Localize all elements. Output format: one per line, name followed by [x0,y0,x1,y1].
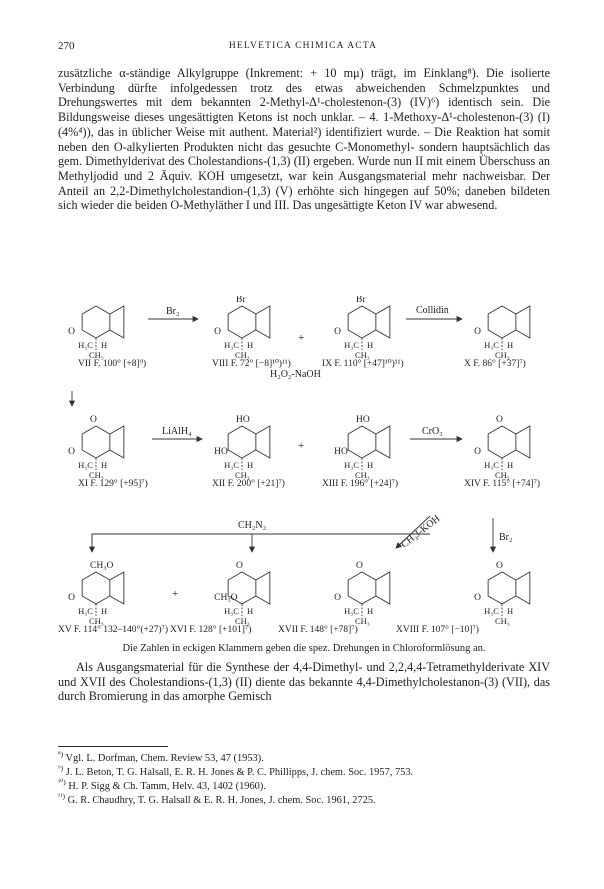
hydrogen-h: H [247,340,254,350]
structure-2-4 [474,415,530,480]
substituent-left: O [68,327,76,337]
methyl-h3c: H₃C [78,606,93,616]
methyl-h3c: H₃C [224,460,239,470]
footnote-8: $^{^8)}$ Vgl. L. Dorfman, Chem. Review 53, 47 (1953). [58,749,264,764]
scheme-caption: Die Zahlen in eckigen Klammern geben die spez. Drehungen in Chloroformlösung an. [122,643,486,654]
methyl-h3c: H₃C [78,340,93,350]
methyl-ch3: CH₃ [495,350,510,360]
hydrogen-h: H [367,340,374,350]
substituent-top: CH₃O [90,561,114,571]
reagent-collidin: Collidin [416,305,449,316]
methyl-ch3: CH₃ [89,350,104,360]
substituent-top: O [356,561,363,571]
structure-1-2 [214,296,270,360]
compound-label-row1-2: VIII F. 72° [−8]¹⁰)¹¹) [212,359,291,369]
hydrogen-h: H [101,606,108,616]
hydrogen-h: H [367,606,374,616]
compound-label-row2-3: XIII F. 196° [+24]⁷) [322,479,399,489]
compound-label-row1-4: X F. 86° [+37]⁷) [464,359,526,369]
methyl-ch3: CH₃ [235,616,250,626]
substituent-left: CH₃O [214,593,238,603]
reagent-br2-top: Br₂ [166,306,180,317]
structure-3-4 [474,561,530,626]
reagent-ch3j-koh: CH₃J-KOH [399,513,443,551]
reagent-cro3: CrO₃ [422,426,443,437]
hydrogen-h: H [367,460,374,470]
hydrogen-h: H [101,460,108,470]
substituent-top: Br [236,296,246,305]
methyl-h3c: H₃C [224,340,239,350]
reagent-lialh4: LiAlH₄ [162,426,192,437]
methyl-ch3: CH₃ [355,616,370,626]
compound-label-row3-1: XV F. 114° 132–140°(+27)⁷) [58,625,168,635]
reagent-ch2n2: CH₂N₂ [238,520,267,531]
substituent-left: O [474,327,482,337]
substituent-left: HO [334,447,348,457]
structure-1-1 [68,306,124,360]
structure-3-1 [68,561,124,626]
plus-sign-row1: + [298,332,305,344]
compound-label-row2-4: XIV F. 115° [+74]⁷) [464,479,541,489]
body-paragraph-2: Als Ausgangsmaterial für die Synthese der 4,4-Dimethyl- und 2,2,4,4-Tetramethylderivate XIV und XVII des Cholestandions-(1,3) (II) diente das bekannte 4,4-Dimethylcholestanon-(3) (VII), das durch Bromierung in das amorphe Gemisch [58,660,550,704]
methyl-ch3: CH₃ [235,350,250,360]
compound-label-row3-3: XVII F. 148° [+78]⁷) [278,625,358,635]
hydrogen-h: H [101,340,108,350]
methyl-ch3: CH₃ [495,616,510,626]
methyl-h3c: H₃C [484,460,499,470]
compound-label-row2-1: XI F. 129° [+95]⁷) [78,479,148,489]
substituent-left: HO [214,447,228,457]
methyl-ch3: CH₃ [355,470,370,480]
methyl-h3c: H₃C [484,606,499,616]
footnote-11: $^{^{11})}$ G. R. Chaudhry, T. G. Halsall & E. R. H. Jones, J. chem. Soc. 1961, 2725. [58,791,376,806]
methyl-ch3: CH₃ [495,470,510,480]
structure-3-2 [214,561,270,626]
substituent-left: O [474,447,482,457]
hydrogen-h: H [507,606,514,616]
substituent-left: O [214,327,222,337]
methyl-h3c: H₃C [224,606,239,616]
methyl-h3c: H₃C [344,340,359,350]
methyl-ch3: CH₃ [235,470,250,480]
methyl-h3c: H₃C [484,340,499,350]
compound-label-row3-4: XVIII F. 107° [−10]⁷) [396,625,479,635]
footnotes [58,749,550,808]
substituent-left: O [334,327,342,337]
reaction-scheme [52,296,562,652]
substituent-top: HO [236,415,250,425]
plus-sign-row2: + [298,440,305,452]
reagent-br2-right: Br₂ [499,532,513,543]
compound-label-row2-2: XII F. 200° [+21]⁷) [212,479,285,489]
compound-label-row1-3: IX F. 110° [+47]¹⁰)¹¹) [322,359,404,369]
methyl-h3c: H₃C [344,460,359,470]
page-number: 270 [58,40,75,52]
hydrogen-h: H [247,460,254,470]
intro-paragraph [58,66,550,213]
compound-label-row3-2: XVI F. 128° [+101]⁷) [170,625,252,635]
page-header [58,40,548,56]
structure-3-3 [334,561,390,626]
substituent-top: O [90,415,97,425]
methyl-h3c: H₃C [344,606,359,616]
substituent-top: O [236,561,243,571]
hydrogen-h: H [247,606,254,616]
footnote-rule [58,746,168,747]
substituent-left: O [68,447,76,457]
structure-1-4 [474,306,530,360]
substituent-left: O [68,593,76,603]
substituent-top: Br [356,296,366,305]
structure-1-3 [334,296,390,360]
substituent-top: HO [356,415,370,425]
footnote-9: $^{^9)}$ J. L. Beton, T. G. Halsall, E. R. H. Jones & P. C. Phillipps, J. chem. Soc. 1957, 753. [58,763,414,778]
arrow-ch2n2-line [92,534,430,552]
hydrogen-h: H [507,340,514,350]
substituent-left: O [474,593,482,603]
footnote-10: $^{^{10})}$ H. P. Sigg & Ch. Tamm, Helv. 43, 1402 (1960). [58,777,266,792]
intro-text: zusätzliche α-ständige Alkylgruppe (Inkrement: + 10 mμ) trägt, im Einklang⁸). Die isolierte Verbindung dürfte infolgedessen trotz des etwas abweichenden Schmelzpunktes und Drehungswertes mit dem bekannten 2-Methyl-Δ¹-cholestenon-(3) (IV)⁶) identisch sein. Die Bildungsweise dieses ungesättigten Ketons ist noch unklar. – 4. 1-Methoxy-Δ¹-cholestenon-(3) (I) (4%⁴)), das in üblicher Weise mit authent. Material²) identifiziert wurde. – Die Reaktion hat somit neben den O-alkylierten Produkten nicht das gesuchte C-Monomethyl- sondern hauptsächlich das gem. Dimethylderivat des Cholestandions-(1,3) (II) ergeben. Wurde nun II mit einem Überschuss an Methyljodid und 2 Äquiv. KOH umgesetzt, war kein Ausgangsmaterial mehr nachweisbar. Der Anteil an 2,2-Dimethylcholestandion-(1,3) (V) erhöhte sich hingegen auf 50%; daneben bildeten sich wieder die beiden O-Methyläther I und III. Das ungesättigte Keton IV war abwesend. [58,66,550,213]
methyl-ch3: CH₃ [355,350,370,360]
substituent-top: O [496,415,503,425]
substituent-top: O [496,561,503,571]
reagent-h2o2-naoh: H₂O₂-NaOH [270,369,321,380]
compound-label-row1-1: VII F. 100° [+8]⁹) [78,359,147,369]
plus-sign-row3: + [172,588,179,600]
hydrogen-h: H [507,460,514,470]
methyl-ch3: CH₃ [89,616,104,626]
methyl-h3c: H₃C [78,460,93,470]
methyl-ch3: CH₃ [89,470,104,480]
structure-2-2 [214,415,270,480]
structure-2-1 [68,415,124,480]
substituent-left: O [334,593,342,603]
structure-2-3 [334,415,390,480]
journal-title: HELVETICA CHIMICA ACTA [228,41,378,51]
